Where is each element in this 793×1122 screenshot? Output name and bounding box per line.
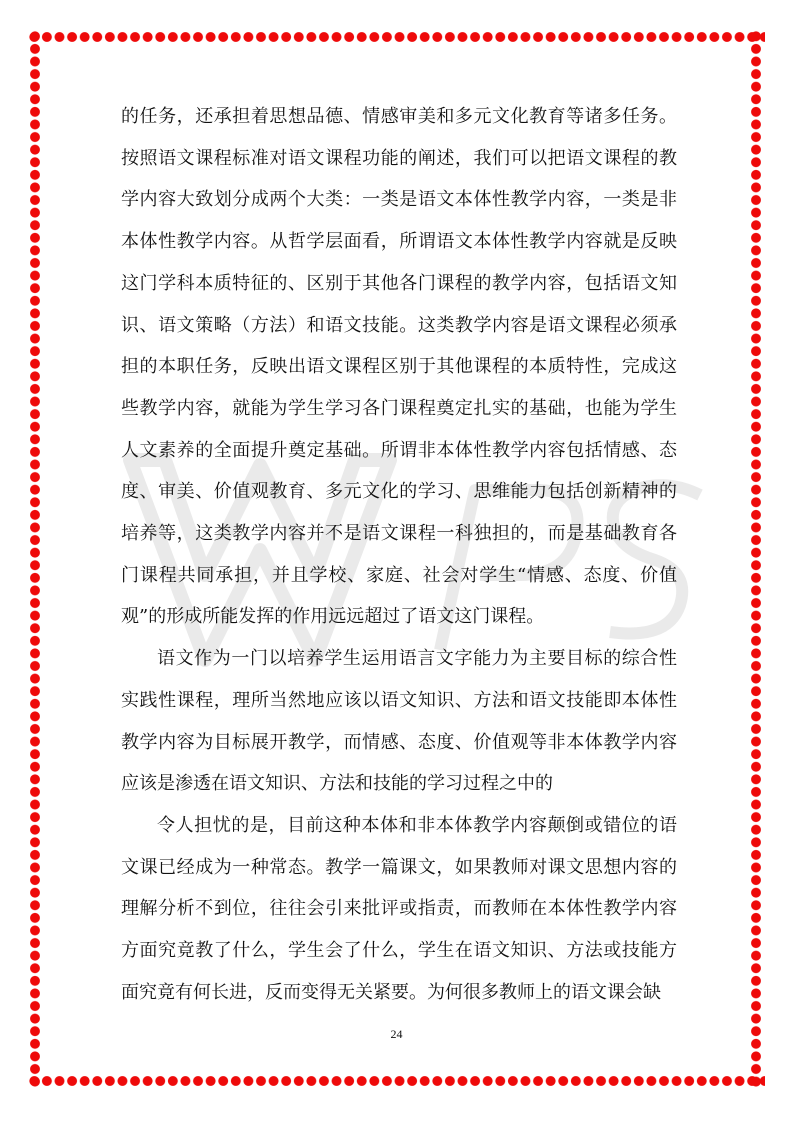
border-right-dots [749, 30, 763, 1088]
paragraph-1: 的任务，还承担着思想品德、情感审美和多元文化教育等诸多任务。按照语文课程标准对语文课程功能的阐述，我们可以把语文课程的教学内容大致划分成两个大类：一类是语文本体性教学内容，一类是非本体性教学内容。从哲学层面看，所谓语文本体性教学内容就是反映这门学科本质特征的、区别于其他各门课程的教学内容，包括语文知识、语文策略（方法）和语文技能。这类教学内容是语文课程必须承担的本职任务，反映出语文课程区别于其他课程的本质特性，完成这些教学内容，就能为学生学习各门课程奠定扎实的基础，也能为学生人文素养的全面提升奠定基础。所谓非本体性教学内容包括情感、态度、审美、价值观教育、多元文化的学习、思维能力包括创新精神的培养等，这类教学内容并不是语文课程一科独担的，而是基础教育各门课程共同承担，并且学校、家庭、社会对学生“情感、态度、价值观”的形成所能发挥的作用远远超过了语文这门课程。 [121, 106, 677, 628]
paragraph-3: 令人担忧的是，目前这种本体和非本体教学内容颠倒或错位的语文课已经成为一种常态。教学一篇课文，如果教师对课文思想内容的理解分析不到位，往往会引来批评或指责，而教师在本体性教学内容方面究竟教了什么，学生会了什么，学生在语文知识、方法或技能方面究竟有何长进，反而变得无关紧要。为何很多教师上的语文课会缺 [121, 814, 677, 1003]
page-number: 24 [390, 1027, 403, 1041]
body-text [121, 96, 677, 1013]
border-bottom-dots [28, 1074, 765, 1088]
paragraph-2: 语文作为一门以培养学生运用语言文字能力为主要目标的综合性实践性课程，理所当然地应该以语文知识、方法和语文技能即本体性教学内容为目标展开教学，而情感、态度、价值观等非本体教学内容应该是渗透在语文知识、方法和技能的学习过程之中的 [121, 648, 677, 795]
border-left-dots [28, 30, 42, 1088]
border-top-dots [28, 30, 765, 44]
